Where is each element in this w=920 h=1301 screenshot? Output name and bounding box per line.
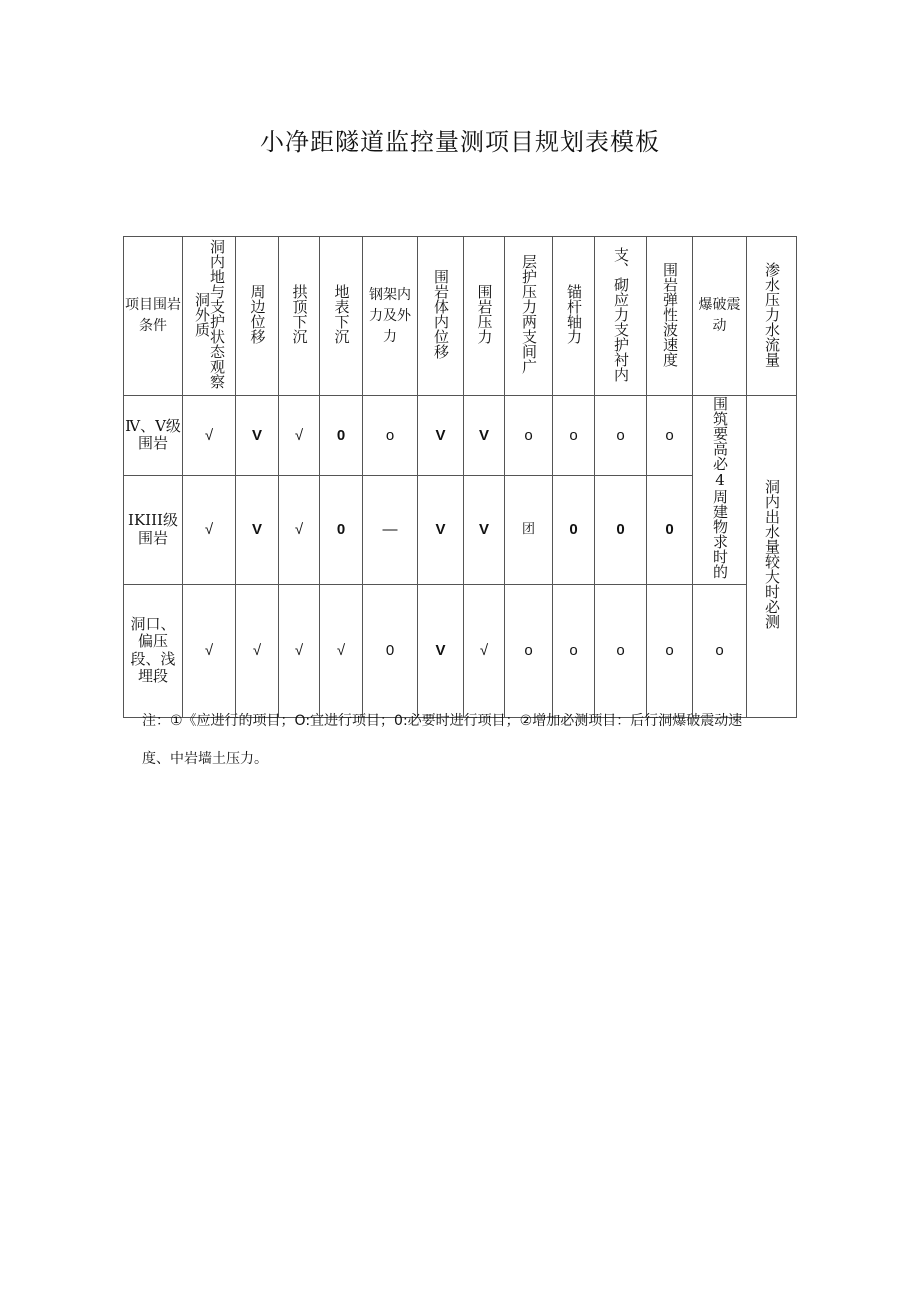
header-wave-velocity: 围岩弹性波速度	[647, 237, 693, 396]
table-cell: o	[595, 396, 647, 475]
table-row	[124, 396, 797, 475]
header-crown-settlement: 拱顶下沉	[279, 237, 320, 396]
table-cell: √	[279, 584, 320, 717]
water-merged-cell: 洞内出水量较大时必测	[747, 396, 797, 717]
table-cell: V	[236, 475, 279, 584]
table-cell: 0	[320, 396, 363, 475]
header-row	[124, 237, 797, 396]
table-cell: 0	[553, 475, 595, 584]
table-cell: o	[647, 396, 693, 475]
table-cell: 0	[320, 475, 363, 584]
table-cell: V	[418, 475, 464, 584]
table-cell: √	[279, 475, 320, 584]
header-surface-settlement: 地表下沉	[320, 237, 363, 396]
footnote-line-1: 注：①《应进行的项目；O:宜进行项目；0:必要时进行项目；②增加必测项目：后行洞爆破震动速	[142, 713, 743, 729]
table-cell: √	[320, 584, 363, 717]
table-cell: V	[464, 396, 505, 475]
table-cell: 0	[595, 475, 647, 584]
footnote	[142, 702, 802, 778]
row-condition: IKIII级围岩	[124, 475, 183, 584]
table-cell: √	[183, 475, 236, 584]
header-rock-pressure: 围岩压力	[464, 237, 505, 396]
table-row	[124, 584, 797, 717]
table-cell: √	[464, 584, 505, 717]
table-cell: o	[553, 396, 595, 475]
table-cell: 0	[363, 584, 418, 717]
table-cell: —	[363, 475, 418, 584]
header-perimeter-displacement: 周边位移	[236, 237, 279, 396]
table-cell: √	[183, 396, 236, 475]
table-cell: o	[363, 396, 418, 475]
table-cell: o	[595, 584, 647, 717]
table-cell: V	[464, 475, 505, 584]
table-cell: V	[236, 396, 279, 475]
footnote-line-2: 度、中岩墙土压力。	[142, 751, 268, 767]
table-cell: V	[418, 584, 464, 717]
table-cell: o	[693, 584, 747, 717]
row-condition: Ⅳ、Ⅴ级围岩	[124, 396, 183, 475]
row-condition: 洞口、偏压段、浅埋段	[124, 584, 183, 717]
table-cell: √	[236, 584, 279, 717]
table-cell: √	[279, 396, 320, 475]
header-water-pressure: 渗水压力水流量	[747, 237, 797, 396]
table-cell: √	[183, 584, 236, 717]
header-blast-vibration: 爆破震动	[693, 237, 747, 396]
table-cell: o	[505, 396, 553, 475]
header-lining-stress: 支、砌应力支护衬内	[595, 237, 647, 396]
table-cell: 0	[647, 475, 693, 584]
header-rock-internal-displacement: 围岩体内位移	[418, 237, 464, 396]
table-cell: V	[418, 396, 464, 475]
monitoring-table	[123, 236, 797, 718]
header-bolt-axial-force: 锚杆轴力	[553, 237, 595, 396]
header-steel-frame-force: 钢架内力及外力	[363, 237, 418, 396]
blast-merged-cell: 围筑要高必4周建物求时的	[693, 396, 747, 584]
header-support-pressure: 层护压力两支间广	[505, 237, 553, 396]
header-condition: 项目围岩条件	[124, 237, 183, 396]
page-title: 小净距隧道监控量测项目规划表模板	[260, 128, 660, 156]
header-observation: 洞内地与支护状态观察洞外质	[183, 237, 236, 396]
table-cell: o	[553, 584, 595, 717]
table-cell: 团	[505, 475, 553, 584]
table-cell: o	[647, 584, 693, 717]
table-cell: o	[505, 584, 553, 717]
